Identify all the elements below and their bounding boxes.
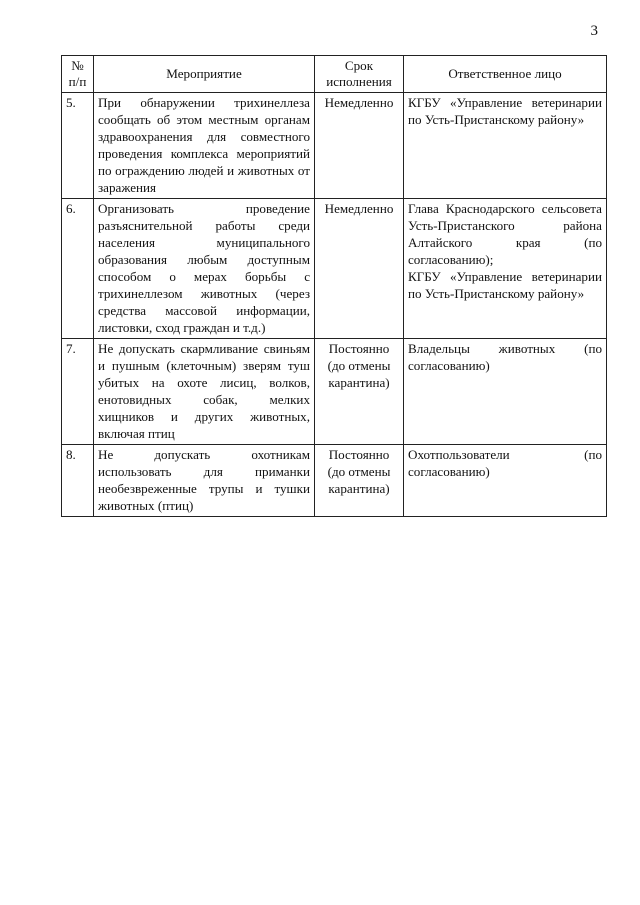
row-term: Постоянно (до отмены карантина) [315,339,404,445]
row-responsible: Владельцы животных (по согласованию) [404,339,607,445]
header-responsible: Ответственное лицо [404,56,607,93]
row-measure: Организовать проведение разъяснительной работы среди населения муниципального образования любым доступным способом о мерах борьбы с трихинеллезом животных (через средства массовой информации, листовки, сход граждан и т.д.) [94,199,315,339]
row-responsible: Глава Краснодарского сельсовета Усть-Пристанского района Алтайского края (по согласованию); КГБУ «Управление ветеринарии по Усть-Пристанскому району» [404,199,607,339]
row-number: 6. [62,199,94,339]
row-measure: Не допускать скармливание свиньям и пушным (клеточным) зверям туш убитых на охоте лисиц, волков, енотовидных собак, мелких хищников и других животных, включая птиц [94,339,315,445]
row-term: Немедленно [315,93,404,199]
row-responsible: Охотпользователи (по согласованию) [404,445,607,517]
row-number: 7. [62,339,94,445]
header-term: Срок исполнения [315,56,404,93]
row-term: Немедленно [315,199,404,339]
row-measure: При обнаружении трихинеллеза сообщать об этом местным органам здравоохранения для совместного проведения комплекса мероприятий по ограждению людей и животных от заражения [94,93,315,199]
row-number: 5. [62,93,94,199]
row-term: Постоянно (до отмены карантина) [315,445,404,517]
row-number: 8. [62,445,94,517]
header-measure: Мероприятие [94,56,315,93]
table-row [62,93,607,199]
row-responsible: КГБУ «Управление ветеринарии по Усть-Пристанскому району» [404,93,607,199]
table-row [62,445,607,517]
row-measure: Не допускать охотникам использовать для приманки необезвреженные трупы и тушки животных (птиц) [94,445,315,517]
table-row [62,199,607,339]
table-header-row [62,56,607,93]
table-row [62,339,607,445]
measures-table [61,55,607,517]
page-number: 3 [590,23,598,39]
header-num: № п/п [62,56,94,93]
